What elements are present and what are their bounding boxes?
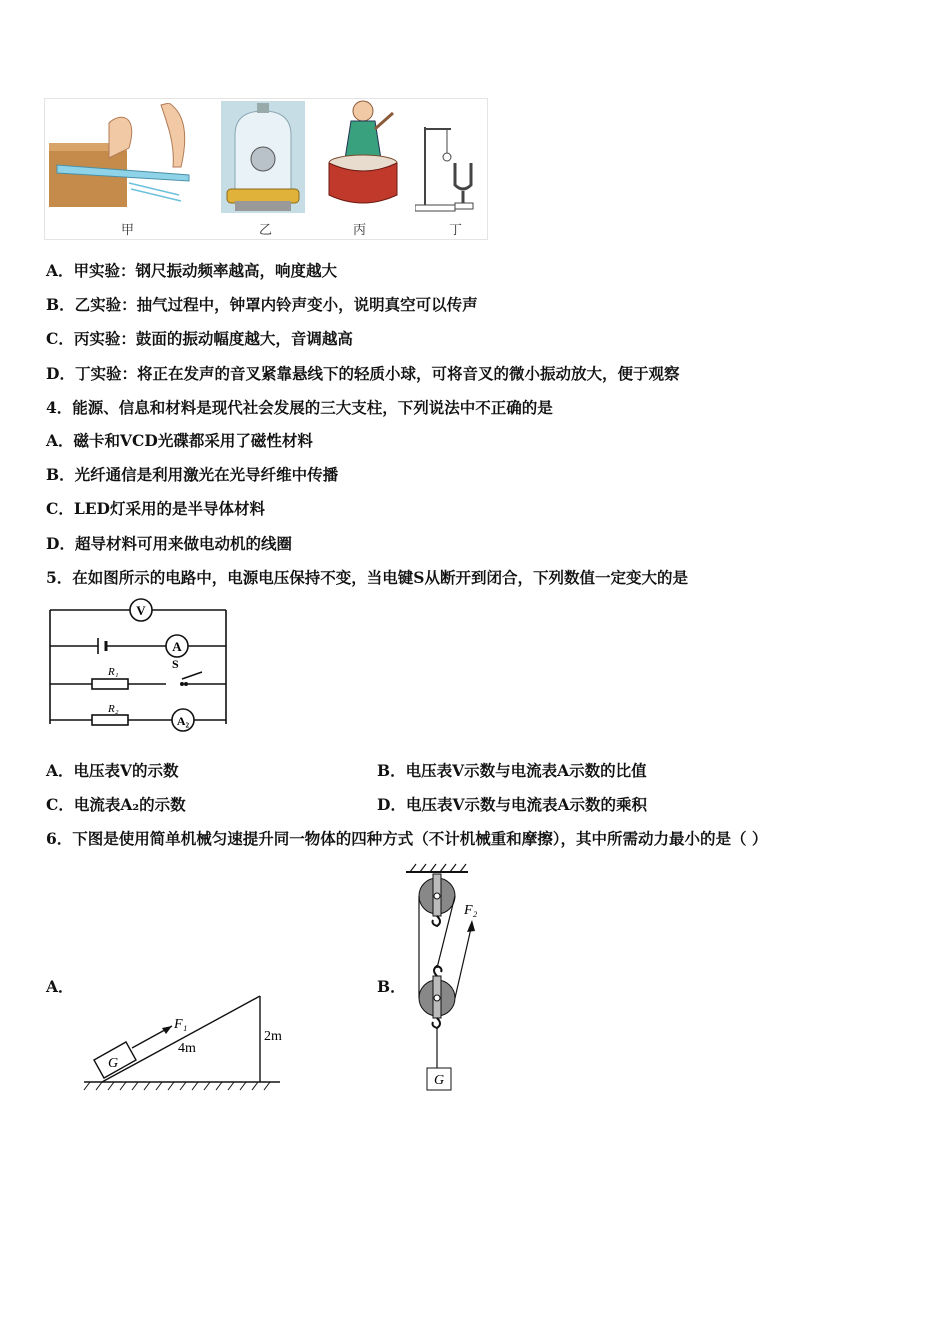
q3-option-b: B．乙实验：抽气过程中，钟罩内铃声变小，说明真空可以传声 xyxy=(46,295,478,314)
q4-option-c: C．LED灯采用的是半导体材料 xyxy=(46,499,265,518)
ammeter2-label: A₂ xyxy=(176,714,190,728)
incline-force-label: F₁ xyxy=(174,1017,188,1032)
q4-option-d: D．超导材料可用来做电动机的线圈 xyxy=(46,534,292,553)
bell-jar-image xyxy=(221,101,305,213)
voltmeter-label: V xyxy=(136,603,146,618)
caption-bing: 丙 xyxy=(353,223,367,238)
circuit-diagram xyxy=(46,596,236,732)
q6-stem: 6．下图是使用简单机械匀速提升同一物体的四种方式（不计机械重和摩擦），其中所需动力最小的是（ ） xyxy=(46,829,768,848)
r2-label: R₂ xyxy=(108,703,119,715)
r1-label: R₁ xyxy=(108,666,119,678)
q5-option-a: A．电压表V的示数 xyxy=(46,761,179,780)
pulley-weight-label: G xyxy=(433,1073,445,1088)
pulley-diagram xyxy=(400,862,500,1094)
q3-option-d: D．丁实验：将正在发声的音叉紧靠悬线下的轻质小球，可将音叉的微小振动放大，便于观察 xyxy=(46,364,680,383)
q3-option-c: C．丙实验：鼓面的振动幅度越大，音调越高 xyxy=(46,329,353,348)
ruler-experiment-image xyxy=(49,103,197,211)
caption-jia: 甲 xyxy=(121,223,135,238)
switch-label: S xyxy=(172,657,179,671)
q4-stem: 4．能源、信息和材料是现代社会发展的三大支柱，下列说法中不正确的是 xyxy=(46,398,553,417)
q5-option-b: B．电压表V示数与电流表A示数的比值 xyxy=(377,761,647,780)
q5-stem: 5．在如图所示的电路中，电源电压保持不变，当电键S从断开到闭合，下列数值一定变大的是 xyxy=(46,568,688,587)
ammeter-label: A xyxy=(172,639,182,654)
incline-length-label: 4m xyxy=(178,1041,196,1056)
incline-diagram xyxy=(80,990,290,1094)
q6-option-a-label: A． xyxy=(46,977,74,996)
pulley-force-label: F₂ xyxy=(464,903,478,918)
q4-option-a: A．磁卡和VCD光碟都采用了磁性材料 xyxy=(46,431,313,450)
caption-yi: 乙 xyxy=(259,223,273,238)
caption-ding: 丁 xyxy=(449,223,463,238)
q6-option-b-label: B． xyxy=(377,977,406,996)
q5-option-c: C．电流表A₂的示数 xyxy=(46,795,186,814)
q4-option-b: B．光纤通信是利用激光在光导纤维中传播 xyxy=(46,465,339,484)
q3-figure xyxy=(44,98,488,240)
q5-option-d: D．电压表V示数与电流表A示数的乘积 xyxy=(377,795,647,814)
drum-image xyxy=(323,99,403,213)
incline-weight-label: G xyxy=(108,1056,119,1071)
q3-option-a: A．甲实验：钢尺振动频率越高，响度越大 xyxy=(46,261,338,280)
tuning-fork-image xyxy=(415,123,483,213)
incline-height-label: 2m xyxy=(264,1029,282,1044)
